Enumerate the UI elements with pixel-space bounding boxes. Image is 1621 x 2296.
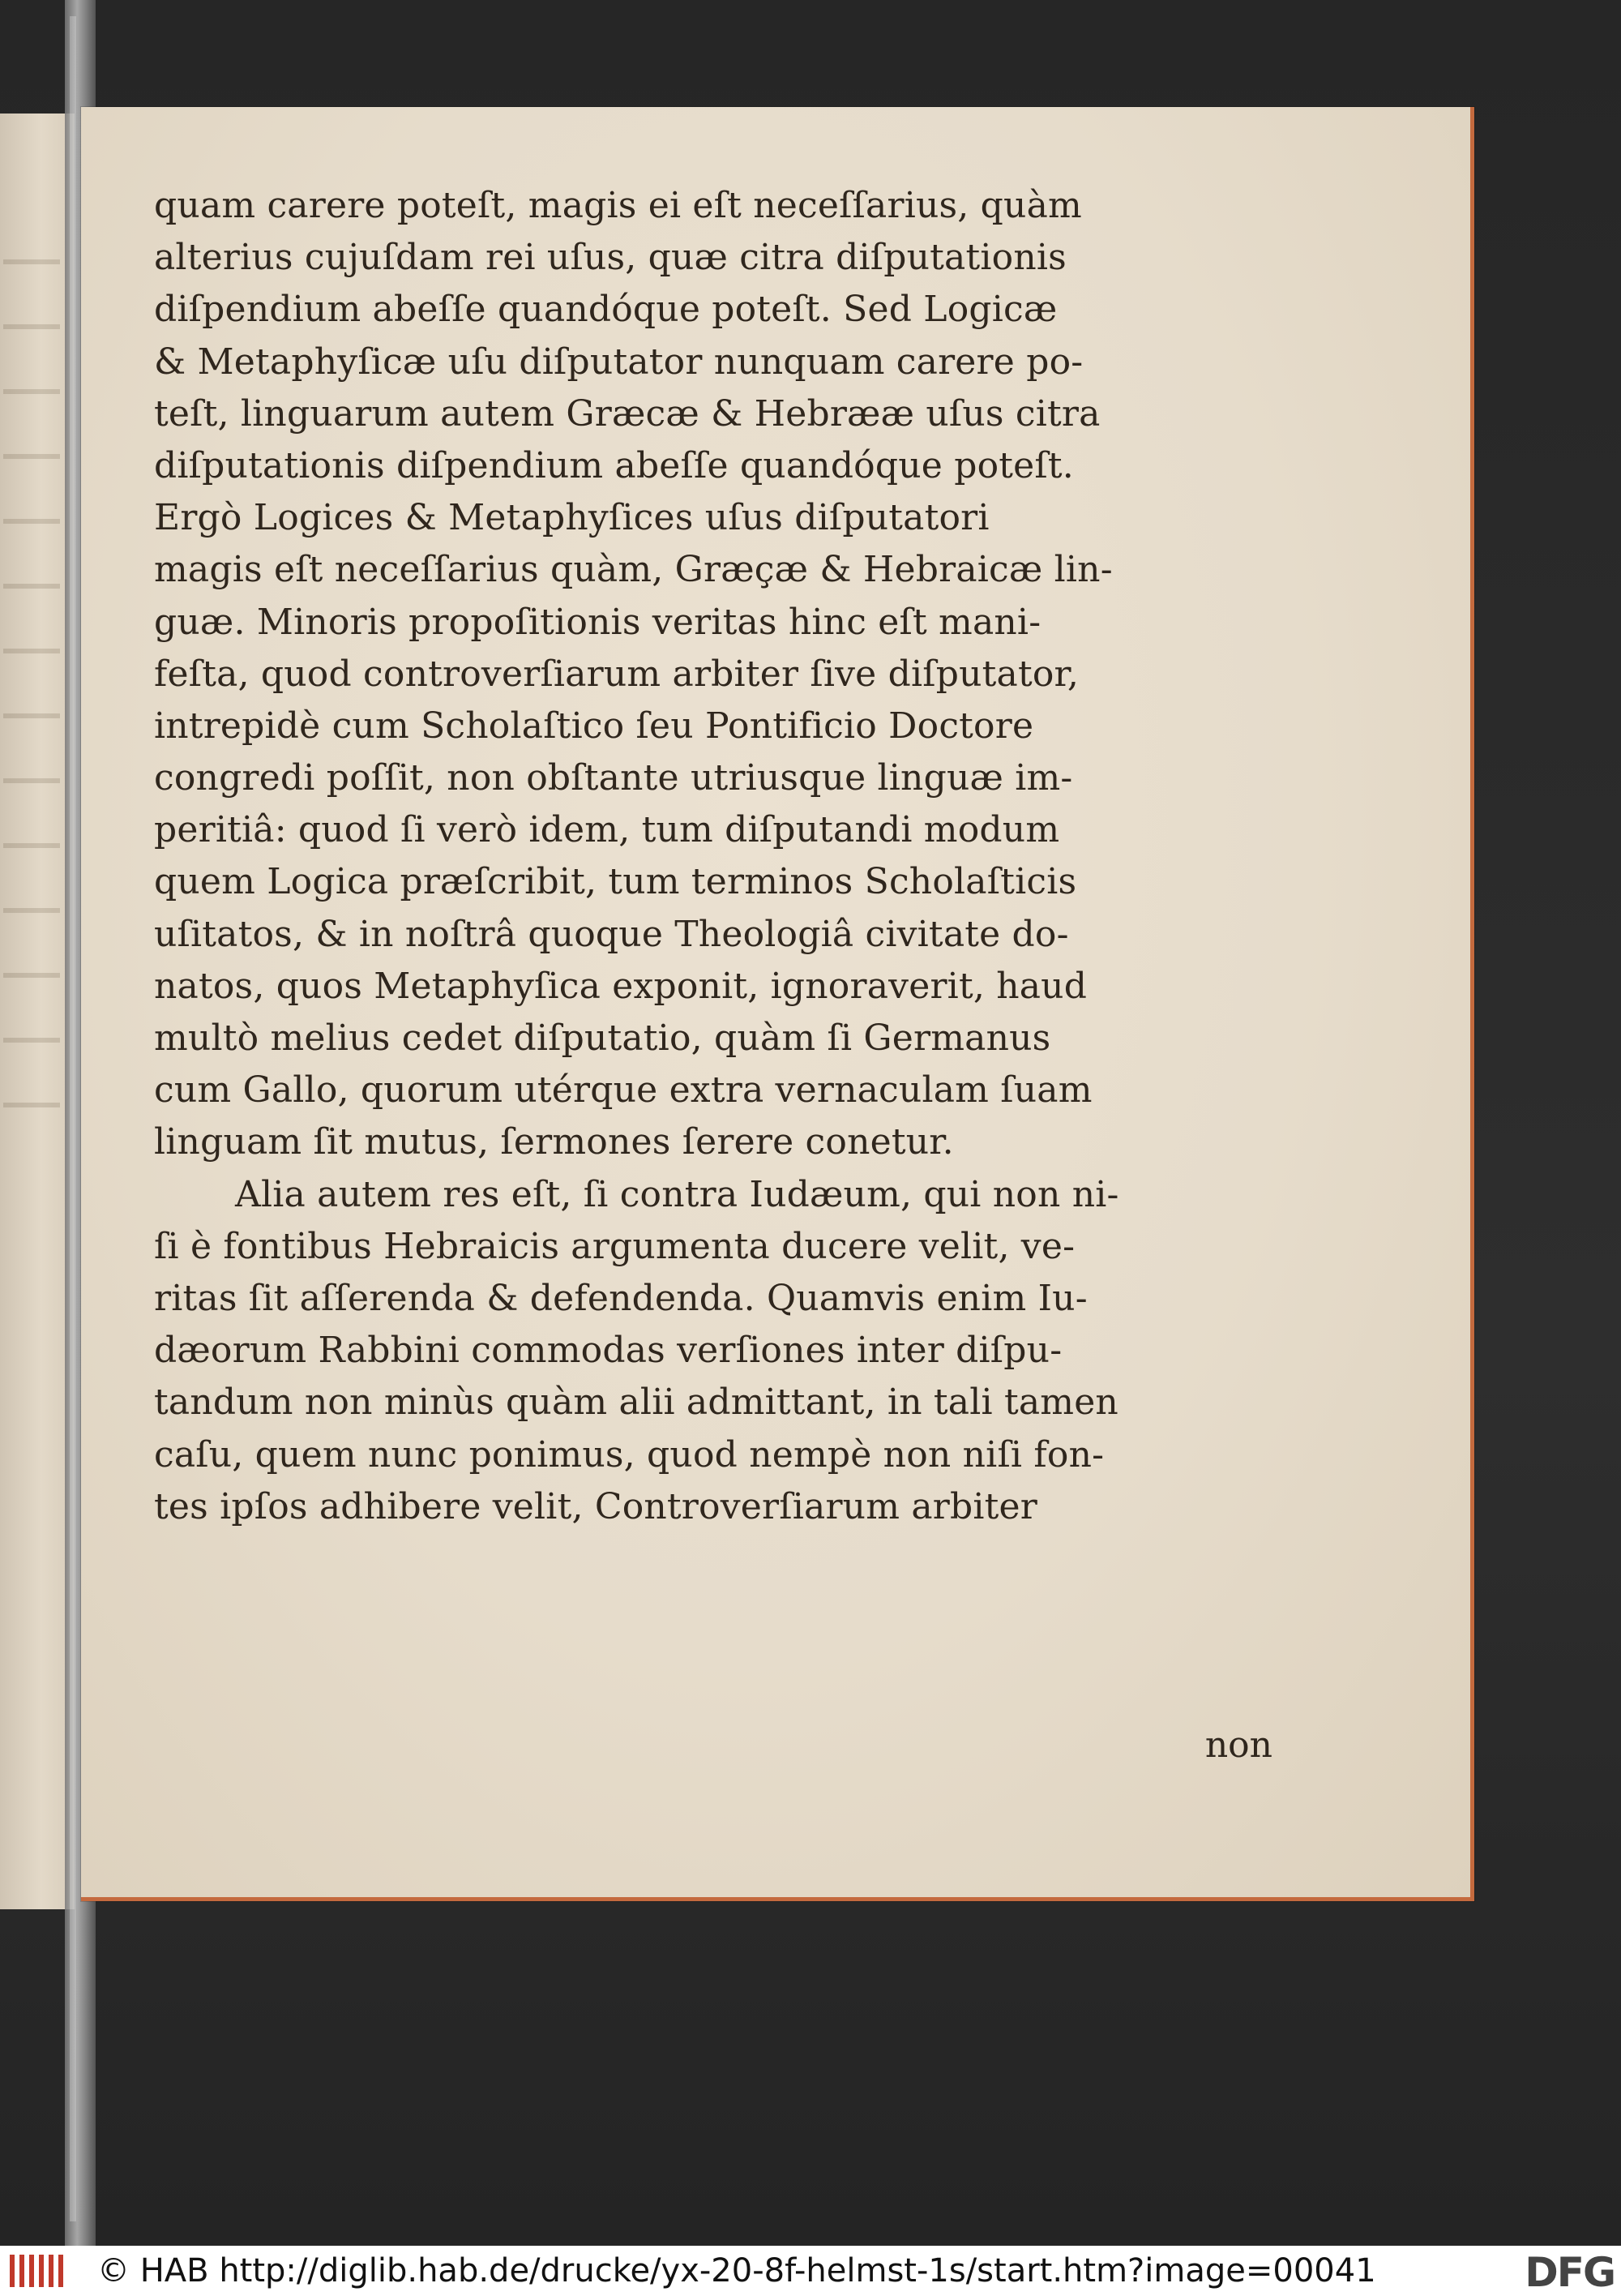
text-line: tandum non minùs quàm alii admittant, in tali tamen [154, 1381, 1118, 1424]
text-line: ſi è fontibus Hebraicis argumenta ducere velit, ve- [154, 1225, 1076, 1267]
facing-page-line [3, 259, 60, 264]
text-line: congredi poſſit, non obſtante utriusque linguæ im- [154, 757, 1073, 799]
catchword: non [1204, 1724, 1272, 1766]
text-line: cum Gallo, quorum utérque extra vernaculam ſuam [154, 1069, 1093, 1112]
facing-page-line [3, 1038, 60, 1043]
text-line: quem Logica præſcribit, tum terminos Scholaſticis [154, 861, 1077, 903]
facing-page-line [3, 454, 60, 459]
viewer-footer [0, 2246, 1621, 2296]
facing-page-line [3, 843, 60, 848]
text-line: magis eſt neceſſarius quàm, Græçæ & Hebraicæ lin- [154, 549, 1113, 591]
text-line: Ergò Logices & Metaphyſices uſus diſputatori [154, 497, 990, 539]
text-line: diſputationis diſpendium abeſſe quandóque poteſt. [154, 444, 1074, 486]
text-line: guæ. Minoris propoſitionis veritas hinc eſt mani- [154, 601, 1041, 643]
page-text [154, 180, 1272, 1533]
text-line: & Metaphyſicæ uſu diſputator nunquam carere po- [154, 341, 1084, 383]
text-line: tes ipſos adhibere velit, Controverſiarum arbiter [154, 1485, 1037, 1527]
facing-page-line [3, 908, 60, 913]
hab-logo-icon [6, 2252, 71, 2290]
facing-page-edge [0, 114, 75, 1909]
facing-page-line [3, 778, 60, 783]
text-line: alterius cujuſdam rei uſus, quæ citra diſputationis [154, 237, 1067, 279]
text-line: Alia autem res eſt, ſi contra Iudæum, qui non ni- [235, 1173, 1119, 1215]
text-line: feſta, quod controverſiarum arbiter ſive diſputator, [154, 653, 1080, 695]
facing-page-line [3, 519, 60, 524]
facing-page-line [3, 1103, 60, 1107]
text-line: intrepidè cum Scholaſtico ſeu Pontificio Doctore [154, 705, 1034, 747]
facing-page-line [3, 584, 60, 589]
facing-page-line [3, 389, 60, 394]
text-line: uſitatos, & in noſtrâ quoque Theologiâ civitate do- [154, 913, 1069, 955]
facing-page-line [3, 324, 60, 329]
text-line: ritas ſit aſſerenda & defendenda. Quamvis enim Iu- [154, 1277, 1088, 1319]
book-page [81, 107, 1474, 1901]
text-line: linguam ſit mutus, ſermones ſerere conetur. [154, 1121, 954, 1163]
text-line: caſu, quem nunc ponimus, quod nempè non niſi fon- [154, 1433, 1105, 1476]
text-line: multò melius cedet diſputatio, quàm ſi Germanus [154, 1017, 1051, 1059]
text-line: dæorum Rabbini commodas verſiones inter diſpu- [154, 1330, 1063, 1372]
copyright-link[interactable]: © HAB http://diglib.hab.de/drucke/yx-20-8f-helmst-1s/start.htm?image=00041 [97, 2252, 1376, 2290]
text-line: peritiâ: quod ſi verò idem, tum diſputandi modum [154, 809, 1060, 851]
text-line: diſpendium abeſſe quandóque poteſt. Sed Logicæ [154, 289, 1058, 331]
text-line: teſt, linguarum autem Græcæ & Hebrææ uſus citra [154, 392, 1101, 435]
binding-highlight [70, 16, 76, 2221]
text-line: quam carere poteſt, magis ei eſt neceſſarius, quàm [154, 185, 1082, 226]
facing-page-line [3, 649, 60, 653]
text-line: natos, quos Metaphyſica exponit, ignoraverit, haud [154, 965, 1088, 1007]
dfg-logo: DFG [1525, 2249, 1615, 2296]
facing-page-line [3, 713, 60, 718]
facing-page-line [3, 973, 60, 978]
